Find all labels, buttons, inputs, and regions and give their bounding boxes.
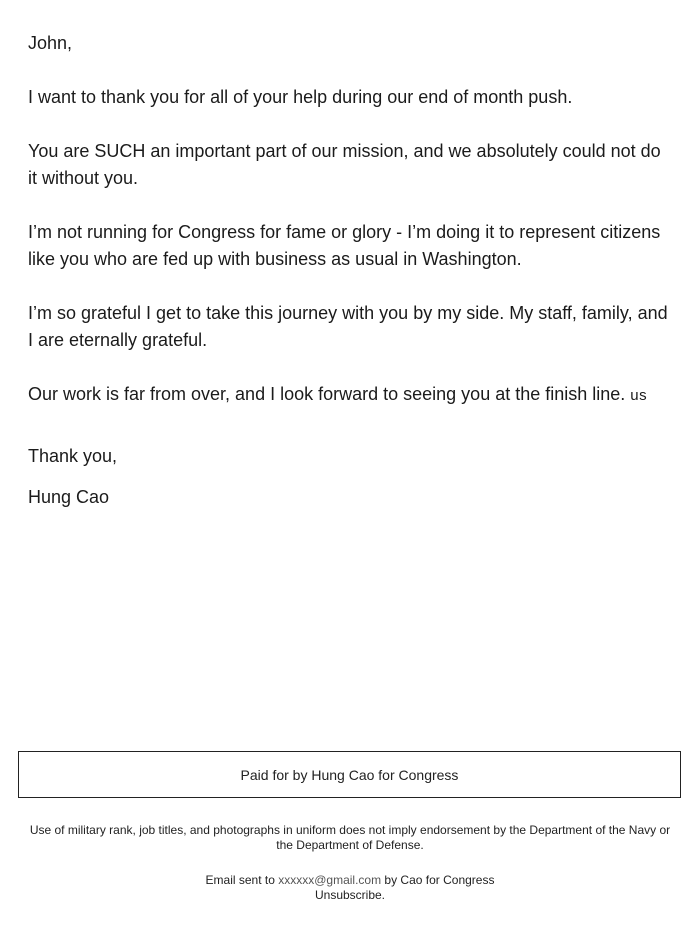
letter-paragraph-5-text: Our work is far from over, and I look forward to seeing you at the finish line. (28, 384, 626, 404)
paid-for-text: Paid for by Hung Cao for Congress (240, 766, 459, 783)
sent-suffix: by Cao for Congress (381, 873, 495, 887)
letter-closing: Thank you, (28, 446, 118, 466)
letter-paragraph-3: I’m not running for Congress for fame or glory - I’m doing it to represent citizens like you who are fed up with business as usual in Washington. (28, 222, 661, 269)
letter-paragraph-5 (28, 381, 668, 409)
military-disclaimer: Use of military rank, job titles, and photographs in uniform does not imply endorsement by the Department of the Navy or the Department of Defense. (29, 823, 671, 852)
letter-body (28, 30, 668, 511)
email-sent-line (20, 873, 680, 888)
letter-signature: Hung Cao (28, 487, 110, 507)
recipient-email: xxxxxx@gmail.com (278, 873, 382, 887)
letter-greeting: John, (28, 33, 73, 53)
unsubscribe-link[interactable]: Unsubscribe. (314, 888, 386, 902)
letter-paragraph-4: I’m so grateful I get to take this journey with you by my side. My staff, family, and I are eternally grateful. (28, 303, 668, 350)
paid-for-box (18, 751, 681, 798)
letter-paragraph-2: You are SUCH an important part of our mission, and we absolutely could not do it without you. (28, 141, 661, 188)
letter-paragraph-1: I want to thank you for all of your help during our end of month push. (28, 87, 573, 107)
email-footer (20, 823, 680, 903)
trailing-mark: us (630, 387, 648, 404)
sent-prefix: Email sent to (205, 873, 279, 887)
